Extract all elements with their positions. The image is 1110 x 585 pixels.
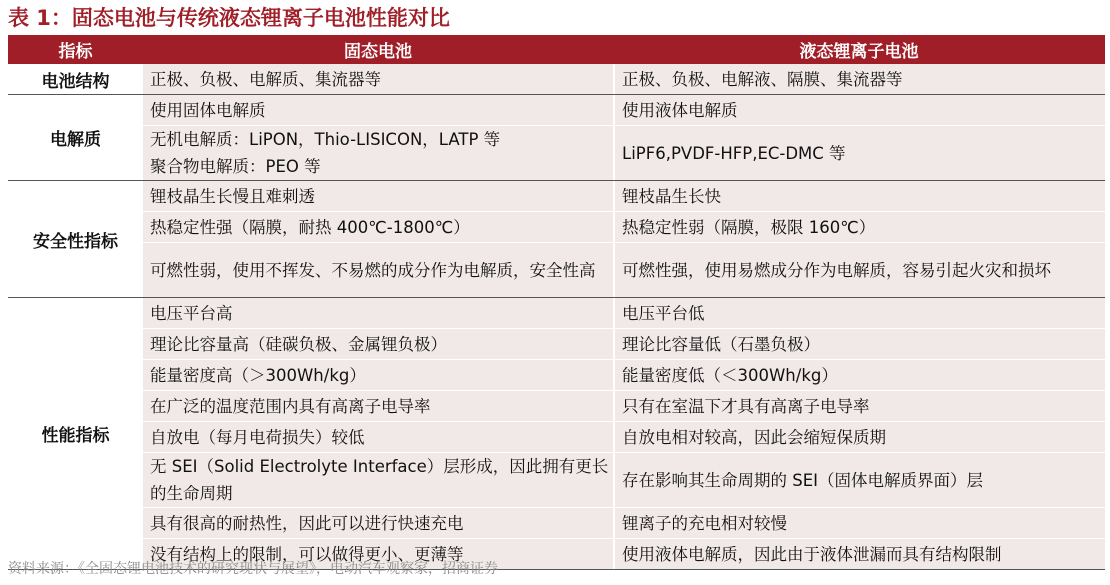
table-row [143,243,1105,297]
liquid-cell: 能量密度低（＜300Wh/kg） [613,360,1105,390]
group-label: 电解质 [50,130,101,150]
table-row [143,453,1105,508]
table-header [8,35,1105,64]
solid-cell: 无机电解质：LiPON，Thio-LISICON，LATP 等 聚合物电解质：PEO 等 [143,126,613,180]
header-liquid-battery: 液态锂离子电池 [799,42,919,62]
solid-cell: 锂枝晶生长慢且难刺透 [143,181,613,211]
solid-cell: 无 SEI（Solid Electrolyte Interface）层形成，因此拥有更长的生命周期 [143,453,613,507]
liquid-cell: 正极、负极、电解液、隔膜、集流器等 [613,64,1105,94]
liquid-cell: 热稳定性弱（隔膜，极限 160℃） [613,212,1105,242]
table-row [143,212,1105,243]
table-row [143,391,1105,422]
group-safety [8,181,1105,298]
liquid-cell: 电压平台低 [613,298,1105,328]
group-label: 电池结构 [41,71,110,92]
group-performance [8,298,1105,570]
header-indicator: 指标 [58,42,93,62]
liquid-cell: 锂枝晶生长快 [613,181,1105,211]
solid-cell: 没有结构上的限制，可以做得更小、更薄等 [143,539,613,569]
liquid-cell: 使用液体电解质 [613,95,1105,125]
solid-cell: 具有很高的耐热性，因此可以进行快速充电 [143,508,613,538]
solid-cell: 使用固体电解质 [143,95,613,125]
liquid-cell: 锂离子的充电相对较慢 [613,508,1105,538]
table-row [143,508,1105,539]
group-label: 安全性指标 [33,231,118,252]
liquid-cell: 使用液体电解质，因此由于液体泄漏而具有结构限制 [613,539,1105,569]
solid-cell: 能量密度高（＞300Wh/kg） [143,360,613,390]
source-note: 资料来源：《全固态锂电池技术的研究现状与展望》，电动汽车观察家，招商证券 [8,561,498,577]
group-battery-structure [8,64,1105,95]
solid-cell: 自放电（每月电荷损失）较低 [143,422,613,452]
liquid-cell: 理论比容量低（石墨负极） [613,329,1105,359]
table-row [143,95,1105,126]
solid-cell: 在广泛的温度范围内具有高离子电导率 [143,391,613,421]
liquid-cell: 自放电相对较高，因此会缩短保质期 [613,422,1105,452]
solid-cell: 正极、负极、电解质、集流器等 [143,64,613,94]
liquid-cell: 只有在室温下才具有高离子电导率 [613,391,1105,421]
comparison-table [8,35,1105,570]
table-row [143,64,1105,94]
group-label: 性能指标 [41,426,110,446]
table-row [143,181,1105,212]
table-row [143,126,1105,180]
solid-cell: 可燃性弱，使用不挥发、不易燃的成分作为电解质，安全性高 [143,243,613,297]
liquid-cell: 可燃性强，使用易燃成分作为电解质，容易引起火灾和损坏 [613,243,1105,297]
solid-cell: 理论比容量高（硅碳负极、金属锂负极） [143,329,613,359]
solid-cell: 热稳定性强（隔膜，耐热 400℃-1800℃） [143,212,613,242]
liquid-cell: LiPF6,PVDF-HFP,EC-DMC 等 [613,126,1105,180]
group-electrolyte [8,95,1105,181]
table-row [143,298,1105,329]
liquid-cell: 存在影响其生命周期的 SEI（固体电解质界面）层 [613,453,1105,507]
table-row [143,360,1105,391]
solid-cell: 电压平台高 [143,298,613,328]
table-row [143,422,1105,453]
table-title: 表 1：固态电池与传统液态锂离子电池性能对比 [8,6,450,30]
table-row [143,329,1105,360]
header-solid-battery: 固态电池 [344,42,412,62]
